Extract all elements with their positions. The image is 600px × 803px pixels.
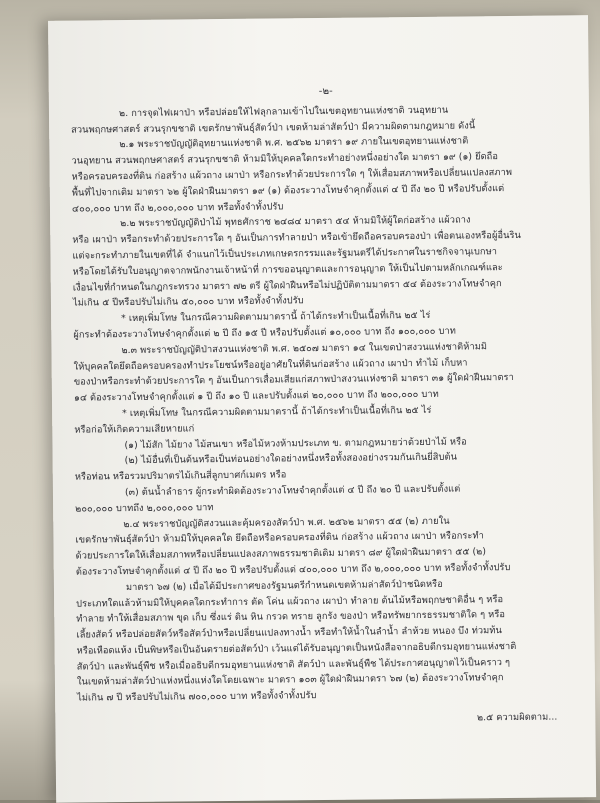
text-line: ในเขตห้ามล่าสัตว์ป่าแห่งหนึ่งแห่งใดโดยเฉพาะ มาตรา ๑๐๓ ผู้ใดฝ่าฝืนมาตรา ๖๗ (๒) ต้องระวางโทษจำคุก bbox=[76, 672, 504, 689]
text-line: ไม่เกิน ๕ ปีหรือปรับไม่เกิน ๕๐,๐๐๐ บาท หรือทั้งจำทั้งปรับ bbox=[72, 295, 304, 309]
text-line: ทำลาย ทำให้เสื่อมสภาพ ขุด เก็บ ซึ่งแร่ ดิน หิน กรวด ทราย ลูกรัง ของป่า หรือทรัพยากรธรรมชาติใด ๆ หรือ bbox=[76, 609, 506, 625]
text-line: ๒.๓ พระราชบัญญัติป่าสงวนแห่งชาติ พ.ศ. ๒๕๐๗ มาตรา ๑๔ ในเขตป่าสงวนแห่งชาติห้ามมิ bbox=[121, 340, 488, 356]
text-line: เลี้ยงสัตว์ หรือปล่อยสัตว์หรือสัตว์ป่าหรือเปลี่ยนแปลงทางน้ำ หรือทำให้น้ำในลำน้ำ ลำห้วย หนอง บึง ท่วมท้น bbox=[76, 625, 502, 641]
text-line: ๔๐๐,๐๐๐ บาท ถึง ๒,๐๐๐,๐๐๐ บาท หรือทั้งจำทั้งปรับ bbox=[71, 200, 284, 215]
text-line: หรือก่อให้เกิดความเสียหายแก่ bbox=[74, 423, 195, 436]
text-line: ๒. การจุดไฟเผาป่า หรือปล่อยให้ไฟลุกลามเข้าไปในเขตอุทยานแห่งชาติ วนอุทยาน bbox=[118, 104, 449, 119]
text-line: หรือเหือดแห้ง เป็นพิษหรือเป็นอันตรายต่อสัตว์ป่า เว้นแต่ได้รับอนุญาตเป็นหนังสือจากอธิบดีกรมอุทยานแห่งชาติ bbox=[76, 640, 517, 657]
text-line: ๒.๒ พระราชบัญญัติป่าไม้ พุทธศักราช ๒๔๘๔ มาตรา ๕๔ ห้ามมิให้ผู้ใดก่อสร้าง แผ้วถาง bbox=[120, 214, 471, 230]
text-line: ไม่เกิน ๗ ปี หรือปรับไม่เกิน ๗๐๐,๐๐๐ บาท หรือทั้งจำทั้งปรับ bbox=[77, 690, 317, 704]
text-line: * เหตุเพิ่มโทษ ในกรณีความผิดตามมาตรานี้ ถ้าได้กระทำเป็นเนื้อที่เกิน ๒๕ ไร่ bbox=[122, 404, 432, 420]
text-line: สัตว์ป่า และพันธุ์พืช หรือเมื่ออธิบดีกรมอุทยานแห่งชาติ สัตว์ป่า และพันธุ์พืช ได้ประกาศอนุญาตไว้เป็นคราว ๆ bbox=[76, 656, 511, 673]
text-line: ของป่าหรือกระทำด้วยประการใด ๆ อันเป็นการเสื่อมเสียแก่สภาพป่าสงวนแห่งชาติ มาตรา ๓๑ ผู้ใดฝ่าฝืนมาตรา bbox=[73, 372, 514, 388]
text-line: ด้วยประการใดให้เสื่อมสภาพหรือเปลี่ยนแปลงสภาพธรรมชาติเดิม มาตรา ๘๙ ผู้ใดฝ่าฝืนมาตรา ๕๕ (๒) bbox=[75, 546, 487, 562]
text-line: เขตรักษาพันธุ์สัตว์ป่า ห้ามมิให้บุคคลใด ยึดถือหรือครอบครองที่ดิน ก่อสร้าง แผ้วถาง เผาป่า หรือกระทำ bbox=[75, 530, 484, 546]
text-line: ๒.๔ พระราชบัญญัติสงวนและคุ้มครองสัตว์ป่า พ.ศ. ๒๕๖๒ มาตรา ๕๕ (๒) ภายใน bbox=[123, 515, 450, 530]
text-line: เงื่อนไขที่กำหนดในกฎกระทรวง มาตรา ๗๒ ตรี ผู้ใดฝ่าฝืนหรือไม่ปฏิบัติตามมาตรา ๕๔ ต้องระวางโทษจำคุก bbox=[72, 277, 502, 294]
text-line: สวนพฤกษศาสตร์ สวนรุกขชาติ เขตรักษาพันธุ์สัตว์ป่า เขตห้ามล่าสัตว์ป่า มีความผิดตามกฎหมาย ดังนี้ bbox=[71, 119, 476, 136]
text-line: ให้บุคคลใดยึดถือครอบครองทำประโยชน์หรืออยู่อาศัยในที่ดินก่อสร้าง แผ้วถาง เผาป่า ทำไม้ เก็บหา bbox=[73, 357, 468, 373]
text-line: แต่จะกระทำภายในเขตที่ได้ จำแนกไว้เป็นประเภทเกษตรกรรมและรัฐมนตรีได้ประกาศในราชกิจจานุเบกษา bbox=[72, 246, 498, 262]
text-line: (๒) ไม้อื่นที่เป็นต้นหรือเป็นท่อนอย่างใดอย่างหนึ่งหรือทั้งสองอย่างรวมกันเกินยี่สิบต้น bbox=[124, 451, 458, 467]
text-line: ๑๔ ต้องระวางโทษจำคุกตั้งแต่ ๑ ปี ถึง ๑๐ ปี และปรับตั้งแต่ ๒๐,๐๐๐ บาท ถึง ๒๐๐,๐๐๐ บาท bbox=[73, 388, 439, 404]
text-line: (๓) ต้นน้ำลำธาร ผู้กระทำผิดต้องระวางโทษจำคุกตั้งแต่ ๔ ปี ถึง ๒๐ ปี และปรับตั้งแต่ bbox=[124, 483, 461, 498]
text-line: มาตรา ๖๗ (๒) เมื่อได้มีประกาศของรัฐมนตรีกำหนดเขตห้ามล่าสัตว์ป่าชนิดหรือ bbox=[125, 578, 443, 593]
text-line: ผู้กระทำต้องระวางโทษจำคุกตั้งแต่ ๒ ปี ถึง ๑๕ ปี หรือปรับตั้งแต่ ๑๐,๐๐๐ บาท ถึง ๑๐๐,๐๐๐ บาท bbox=[73, 325, 456, 341]
text-line: หรือท่อน หรือรวมปริมาตรไม้เกินสี่ลูกบาศก์เมตร หรือ bbox=[74, 469, 287, 483]
continuation-marker: ๒.๕ ความผิดตาม... bbox=[476, 711, 558, 724]
page-number: -๒- bbox=[318, 85, 333, 97]
text-line: พื้นที่ไปจากเดิม มาตรา ๖๒ ผู้ใดฝ่าฝืนมาตรา ๑๙ (๑) ต้องระวางโทษจำคุกตั้งแต่ ๔ ปี ถึง ๒๐ ปี หรือปรับตั้งแต่ bbox=[71, 182, 505, 199]
text-line: * เหตุเพิ่มโทษ ในกรณีความผิดตามมาตรานี้ ถ้าได้กระทำเป็นเนื้อที่เกิน ๒๕ ไร่ bbox=[121, 309, 431, 325]
paragraph-list bbox=[71, 101, 587, 707]
text-line: ๒๐๐,๐๐๐ บาทถึง ๒,๐๐๐,๐๐๐ บาท bbox=[75, 501, 214, 515]
document-page bbox=[48, 15, 596, 803]
text-line: ประเภทใดแล้วห้ามมิให้บุคคลใดกระทำการ ตัด โค่น แผ้วถาง เผาป่า ทำลาย ต้นไม้หรือพฤกษชาติอื่น ๆ หรือ bbox=[76, 593, 504, 610]
text-line: หรือครอบครองที่ดิน ก่อสร้าง แผ้วถาง เผาป่า หรือกระทำด้วยประการใด ๆ ให้เสื่อมสภาพหรือเปลี่ยนแปลงสภาพ bbox=[71, 166, 513, 183]
page-content bbox=[71, 81, 588, 730]
text-line: หรือ เผาป่า หรือกระทำด้วยประการใด ๆ อันเป็นการทำลายป่า หรือเข้ายึดถือครอบครองป่า เพื่อตนเองหรือผู้อื่นริน bbox=[72, 230, 521, 246]
text-line: ๒.๑ พระราชบัญญัติอุทยานแห่งชาติ พ.ศ. ๒๕๖๒ มาตรา ๑๙ ภายในเขตอุทยานแห่งชาติ bbox=[119, 135, 469, 151]
text-line: ต้องระวางโทษจำคุกตั้งแต่ ๔ ปี ถึง ๒๐ ปี หรือปรับตั้งแต่ ๔๐๐,๐๐๐ บาท ถึง ๒,๐๐๐,๐๐๐ บาท หรือทั้งจำทั้งปรับ bbox=[75, 561, 511, 578]
text-line: วนอุทยาน สวนพฤกษศาสตร์ สวนรุกขชาติ ห้ามมิให้บุคคลใดกระทำอย่างหนึ่งอย่างใด มาตรา ๑๙ (๑) ยึดถือ bbox=[71, 151, 499, 167]
text-line: (๑) ไม้สัก ไม้ยาง ไม้สนเขา หรือไม้หวงห้ามประเภท ข. ตามกฎหมายว่าด้วยป่าไม้ หรือ bbox=[124, 435, 467, 451]
text-line: หรือโดยได้รับใบอนุญาตจากพนักงานเจ้าหน้าที่ การขออนุญาตและการอนุญาต ให้เป็นไปตามหลักเกณฑ์และ bbox=[72, 261, 503, 278]
